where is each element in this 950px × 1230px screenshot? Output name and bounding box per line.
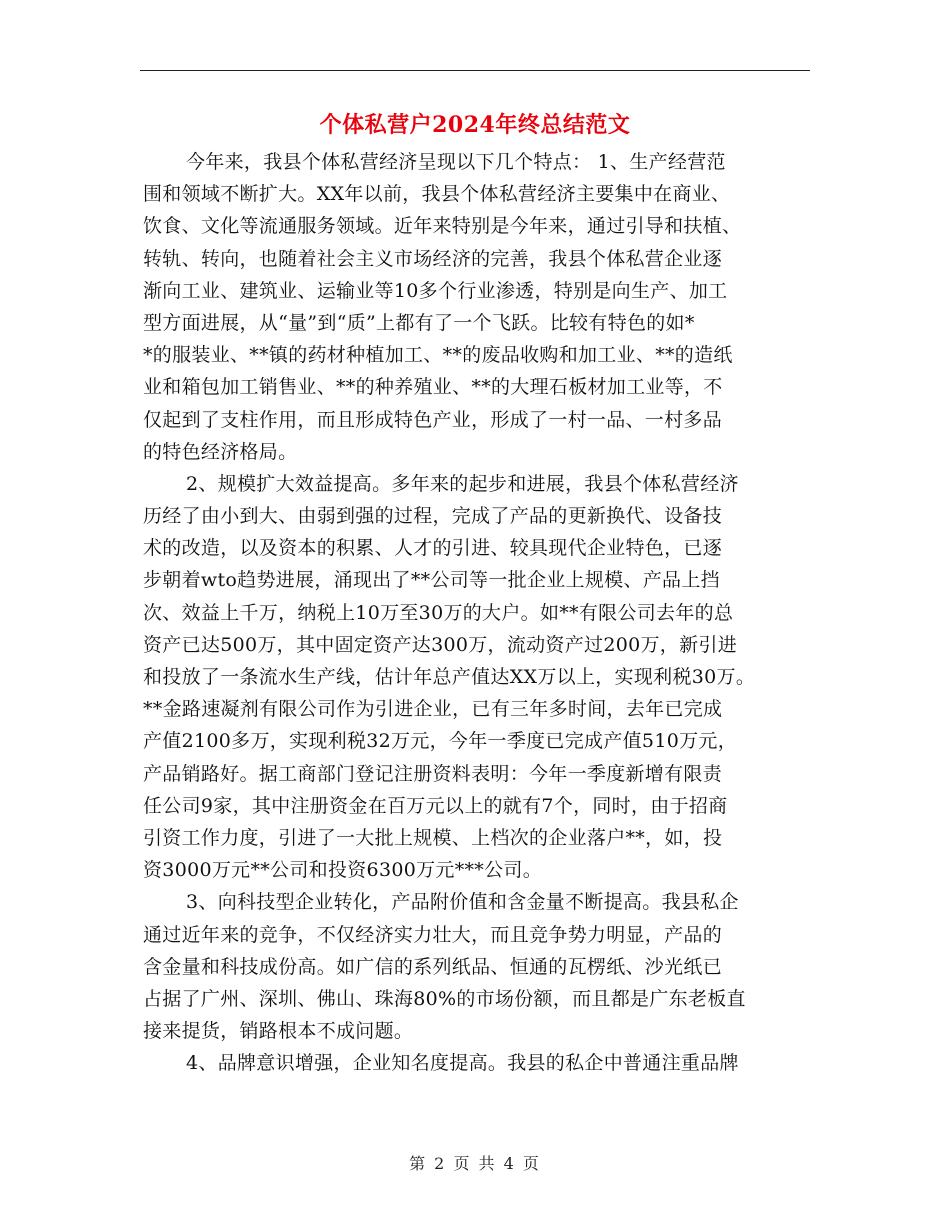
- text-line: 型方面进展，从“量”到“质”上都有了一个飞跃。比较有特色的如*: [143, 311, 695, 334]
- text-line: 仅起到了支柱作用，而且形成特色产业，形成了一村一品、一村多品: [143, 408, 723, 431]
- text-line: 今年来，我县个体私营经济呈现以下几个特点： 1、生产经营范: [186, 151, 726, 173]
- text-line: 2、规模扩大效益提高。多年来的起步和进展，我县个体私营经济: [186, 472, 739, 495]
- page-number-footer: 第 2 页 共 4 页: [409, 1154, 541, 1173]
- text-line: 次、效益上千万，纳税上10万至30万的大户。如**有限公司去年的总: [143, 601, 734, 624]
- text-line: 引资工作力度，引进了一大批上规模、上档次的企业落户**，如，投: [143, 826, 723, 849]
- text-line: 渐向工业、建筑业、运输业等10多个行业渗透，特别是向生产、加工: [143, 279, 728, 302]
- text-line: 业和箱包加工销售业、**的种养殖业、**的大理石板材加工业等，不: [143, 376, 723, 399]
- text-line: 资产已达500万，其中固定资产达300万，流动资产过200万，新引进: [143, 633, 737, 656]
- text-line: 占据了广州、深圳、佛山、珠海80%的市场份额，而且都是广东老板直: [143, 987, 746, 1010]
- document-body: [143, 146, 823, 1079]
- text-line: *的服装业、**镇的药材种植加工、**的废品收购和加工业、**的造纸: [143, 344, 733, 367]
- header-rule: [140, 70, 810, 71]
- text-line: 含金量和科技成份高。如广信的系列纸品、恒通的瓦楞纸、沙光纸已: [143, 955, 723, 978]
- text-line: 历经了由小到大、由弱到强的过程，完成了产品的更新换代、设备技: [143, 505, 723, 528]
- text-line: 通过近年来的竞争，不仅经济实力壮大，而且竞争势力明显，产品的: [143, 923, 723, 946]
- text-line: 的特色经济格局。: [143, 440, 298, 463]
- text-line: **金路速凝剂有限公司作为引进企业，已有三年多时间，去年已完成: [143, 698, 723, 721]
- document-title: 个体私营户2024年终总结范文: [319, 112, 631, 138]
- text-line: 4、品牌意识增强，企业知名度提高。我县的私企中普通注重品牌: [186, 1052, 739, 1075]
- text-line: 3、向科技型企业转化，产品附价值和含金量不断提高。我县私企: [186, 891, 739, 914]
- text-line: 产品销路好。据工商部门登记注册资料表明：今年一季度新增有限责: [143, 762, 723, 785]
- text-line: 术的改造，以及资本的积累、人才的引进、较具现代企业特色，已逐: [143, 537, 723, 560]
- text-line: 任公司9家，其中注册资金在百万元以上的就有7个，同时，由于招商: [143, 794, 728, 817]
- text-line: 接来提货，销路根本不成问题。: [143, 1020, 414, 1043]
- text-line: 围和领域不断扩大。XX年以前，我县个体私营经济主要集中在商业、: [143, 183, 731, 206]
- text-line: 和投放了一条流水生产线，估计年总产值达XX万以上，实现利税30万。: [143, 666, 756, 688]
- text-line: 步朝着wto趋势进展，涌现出了**公司等一批企业上规模、产品上挡: [143, 569, 720, 592]
- text-line: 饮食、文化等流通服务领域。近年来特别是今年来，通过引导和扶植、: [143, 215, 742, 238]
- text-line: 产值2100多万，实现利税32万元，今年一季度已完成产值510万元，: [143, 730, 737, 753]
- text-line: 转轨、转向，也随着社会主义市场经济的完善，我县个体私营企业逐: [143, 247, 723, 270]
- text-line: 资3000万元**公司和投资6300万元***公司。: [143, 859, 543, 882]
